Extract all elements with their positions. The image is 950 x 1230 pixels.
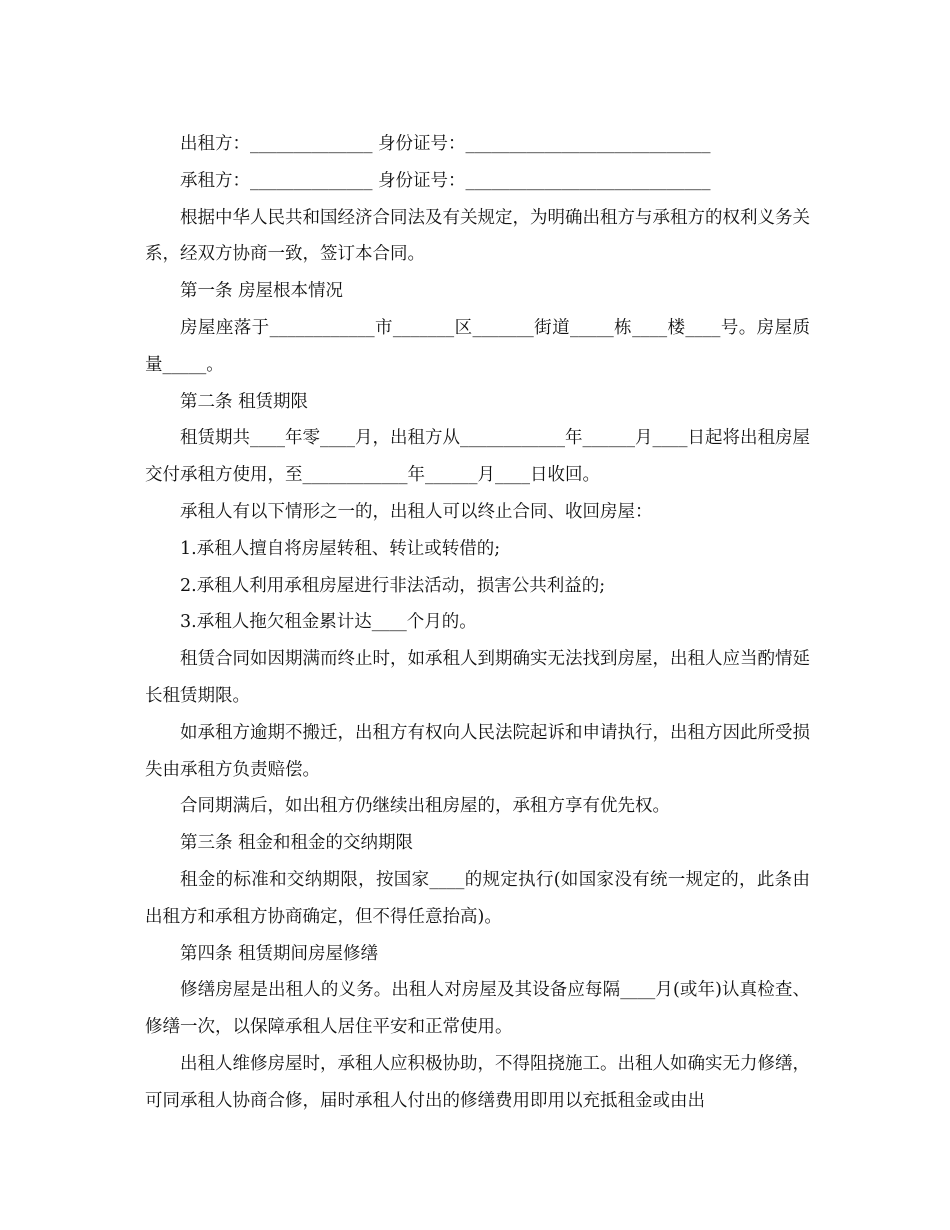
- termination-condition-2: 2.承租人利用承租房屋进行非法活动，损害公共利益的;: [180, 575, 606, 596]
- extension-paragraph: 租赁合同如因期满而终止时，如承租人到期确实无法找到房屋，出租人应当酌情延长租赁期限。: [145, 649, 810, 706]
- article-1-paragraph: 房屋座落于____________市_______区_______街道_____栋____楼____号。房屋质量_____。: [145, 317, 810, 375]
- termination-condition-3: 3.承租人拖欠租金累计达____个月的。: [180, 612, 477, 633]
- article-1-heading: 第一条 房屋根本情况: [180, 281, 344, 302]
- termination-condition-1: 1.承租人擅自将房屋转租、转让或转借的;: [180, 538, 501, 559]
- article-4-duty-paragraph: 修缮房屋是出租人的义务。出租人对房屋及其设备应每隔____月(或年)认真检查、修缮一次，以保障承租人居住平安和正常使用。: [145, 980, 810, 1038]
- priority-right-paragraph: 合同期满后，如出租方仍继续出租房屋的，承租方享有优先权。: [180, 796, 670, 817]
- contract-body: [145, 126, 810, 1120]
- article-2-heading: 第二条 租赁期限: [180, 391, 309, 412]
- article-3-paragraph: 租金的标准和交纳期限，按国家____的规定执行(如国家没有统一规定的，此条由出租方和承租方协商确定，但不得任意抬高)。: [145, 869, 810, 927]
- overdue-move-paragraph: 如承租方逾期不搬迁，出租方有权向人民法院起诉和申请执行，出租方因此所受损失由承租方负责赔偿。: [145, 722, 810, 780]
- article-4-heading: 第四条 租赁期间房屋修缮: [180, 943, 379, 964]
- article-4-repair-paragraph: 出租人维修房屋时，承租人应积极协助，不得阻挠施工。出租人如确实无力修缮，可同承租人协商合修，届时承租人付出的修缮费用即用以充抵租金或由出: [145, 1053, 810, 1111]
- article-3-heading: 第三条 租金和租金的交纳期限: [180, 833, 414, 854]
- termination-conditions-intro: 承租人有以下情形之一的，出租人可以终止合同、收回房屋：: [180, 501, 653, 522]
- lessee-line: 承租方：______________ 身份证号：____________________________: [180, 170, 711, 191]
- article-2-term-paragraph: 租赁期共____年零____月，出租方从____________年______月____日起将出租房屋交付承租方使用，至____________年______月____日收回。: [145, 428, 810, 486]
- lessor-line: 出租方：______________ 身份证号：____________________________: [180, 134, 711, 154]
- preamble-paragraph: 根据中华人民共和国经济合同法及有关规定，为明确出租方与承租方的权利义务关系，经双方协商一致，签订本合同。: [145, 207, 810, 265]
